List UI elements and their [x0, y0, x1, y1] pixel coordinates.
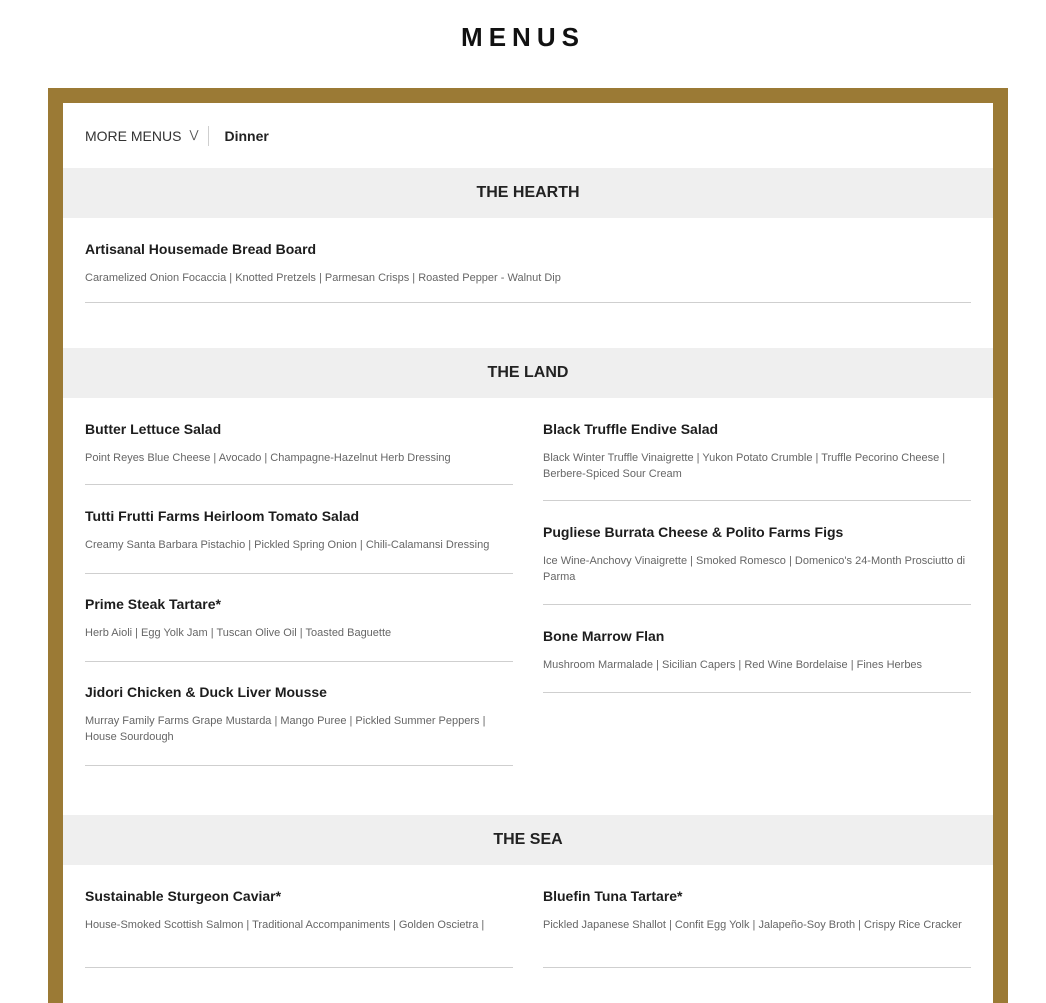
menu-item-name: Butter Lettuce Salad	[85, 421, 222, 437]
section-heading-sea: THE SEA	[63, 815, 993, 865]
menu-item	[543, 627, 971, 693]
menu-item	[85, 240, 971, 303]
menu-item-name: Bone Marrow Flan	[543, 628, 665, 644]
menu-item-description: Point Reyes Blue Cheese | Avocado | Champagne-Hazelnut Herb Dressing	[85, 452, 451, 464]
more-menus-label: MORE MENUS	[85, 127, 182, 144]
sea-left-column	[85, 887, 513, 968]
menu-item	[85, 595, 513, 662]
section-heading-land: THE LAND	[63, 348, 993, 398]
menu-item-description: Mushroom Marmalade | Sicilian Capers | Red Wine Bordelaise | Fines Herbes	[543, 659, 923, 671]
menu-item-name: Jidori Chicken & Duck Liver Mousse	[85, 684, 327, 700]
menu-bar	[63, 103, 993, 168]
current-menu-label: Dinner	[224, 127, 269, 144]
menu-item	[543, 420, 971, 501]
menu-item	[543, 887, 971, 968]
land-right-column	[543, 420, 971, 766]
chevron-double-down-icon: ⋁	[189, 129, 199, 141]
menu-item	[85, 887, 513, 968]
menu-frame	[48, 88, 1008, 1003]
section-land	[63, 398, 993, 815]
menu-item-name: Artisanal Housemade Bread Board	[85, 241, 317, 257]
page-title: MENUS	[461, 22, 585, 52]
menu-item-description: Ice Wine-Anchovy Vinaigrette | Smoked Romesco | Domenico's 24-Month Prosciutto di Parma	[543, 555, 966, 583]
menu-item-name: Black Truffle Endive Salad	[543, 421, 719, 437]
menu-item	[543, 523, 971, 605]
menu-item	[85, 507, 513, 574]
menu-item-name: Pugliese Burrata Cheese & Polito Farms Figs	[543, 524, 844, 540]
section-heading-hearth: THE HEARTH	[63, 168, 993, 218]
menu-item-name: Bluefin Tuna Tartare*	[543, 888, 683, 904]
menu-item-name: Tutti Frutti Farms Heirloom Tomato Salad	[85, 508, 360, 524]
menu-item	[85, 683, 513, 766]
menu-item-description: Pickled Japanese Shallot | Confit Egg Yolk | Jalapeño-Soy Broth | Crispy Rice Cracker	[543, 919, 962, 931]
menu-item	[85, 420, 513, 485]
sea-right-column	[543, 887, 971, 968]
menu-item-name: Sustainable Sturgeon Caviar*	[85, 888, 282, 904]
section-sea	[63, 865, 993, 968]
menu-item-description: House-Smoked Scottish Salmon | Traditional Accompaniments | Golden Oscietra |	[85, 919, 485, 931]
more-menus-dropdown[interactable]	[85, 126, 209, 146]
menu-item-description: Murray Family Farms Grape Mustarda | Mango Puree | Pickled Summer Peppers | House Sourdough	[85, 715, 486, 743]
menu-item-name: Prime Steak Tartare*	[85, 596, 221, 612]
menu-item-description: Herb Aioli | Egg Yolk Jam | Tuscan Olive Oil | Toasted Baguette	[85, 627, 392, 639]
menu-item-description: Caramelized Onion Focaccia | Knotted Pretzels | Parmesan Crisps | Roasted Pepper - Walnut Dip	[85, 272, 561, 284]
land-left-column	[85, 420, 513, 766]
menu-item-description: Creamy Santa Barbara Pistachio | Pickled Spring Onion | Chili-Calamansi Dressing	[85, 539, 490, 551]
menu-item-description: Black Winter Truffle Vinaigrette | Yukon Potato Crumble | Truffle Pecorino Cheese | Berbere-Spiced Sour Cream	[543, 452, 946, 480]
section-hearth	[63, 218, 993, 348]
